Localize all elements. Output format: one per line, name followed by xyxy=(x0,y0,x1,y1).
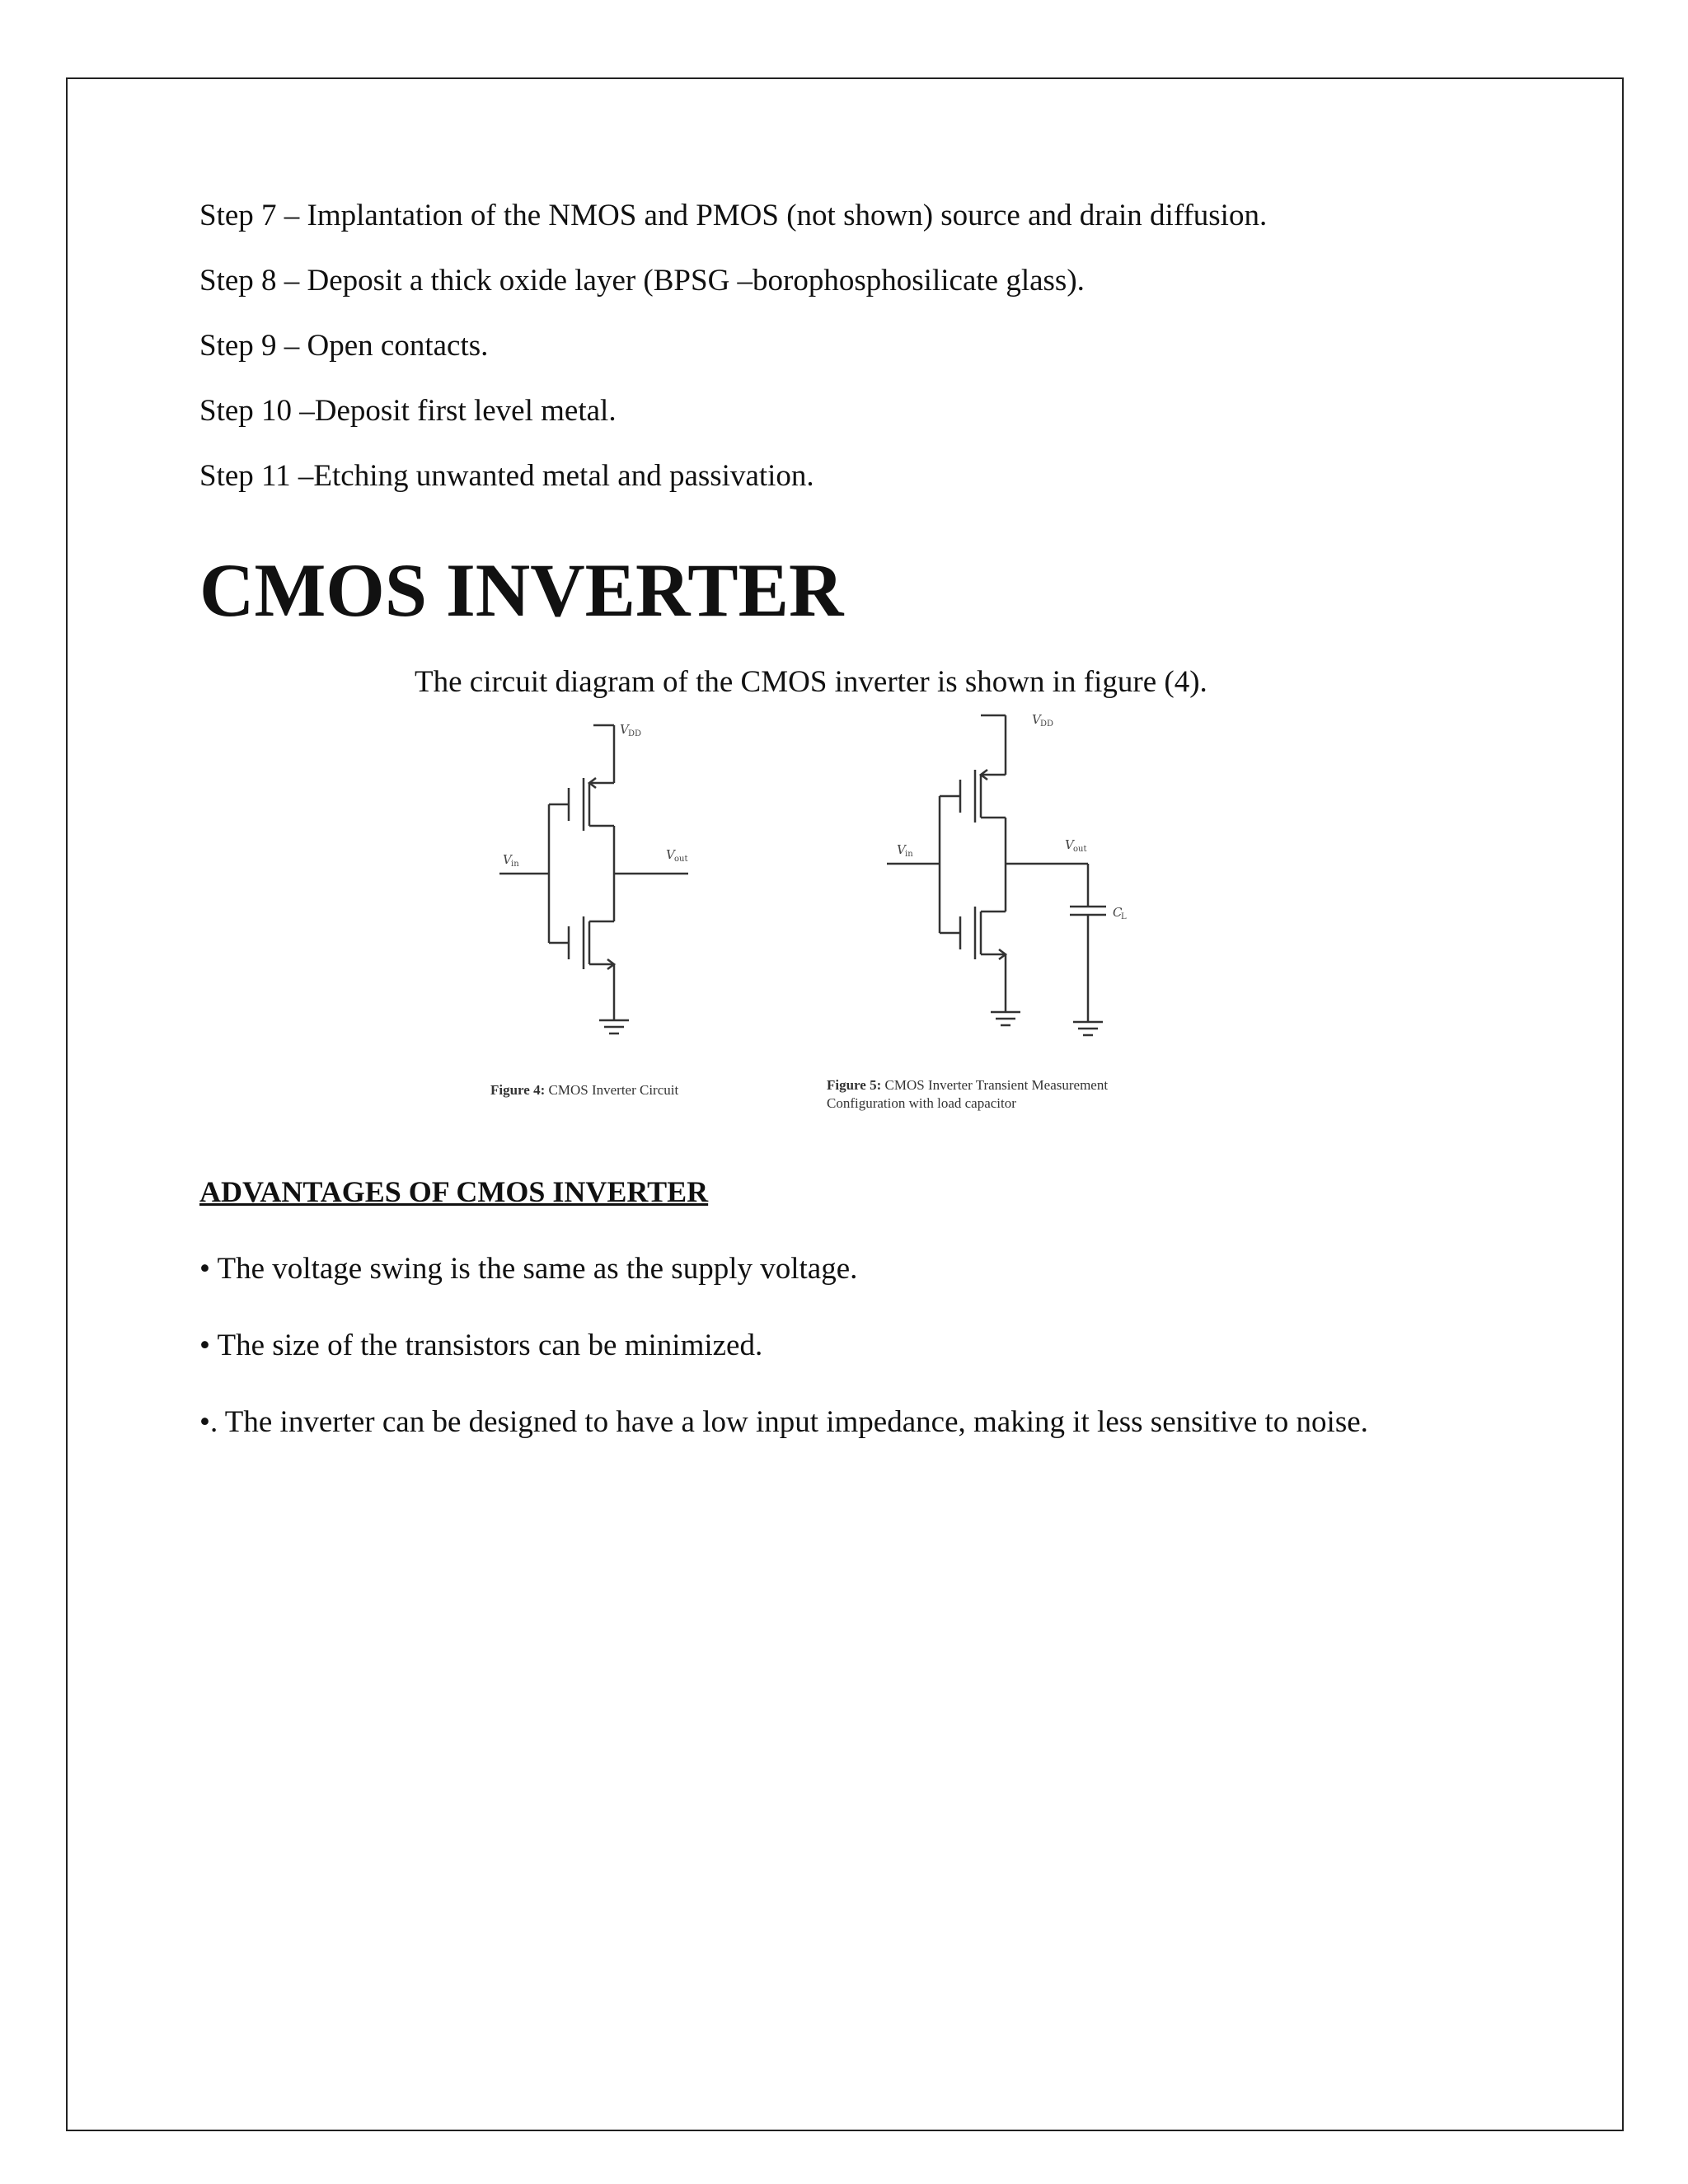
fig4-vin-sub: in xyxy=(511,860,519,869)
fig4-vout-label: V xyxy=(666,847,675,862)
advantage-item-3: •. The inverter can be designed to have a low input impedance, making it less sensitive to noise. xyxy=(199,1405,1368,1439)
step-7: Step 7 – Implantation of the NMOS and PMOS (not shown) source and drain diffusion. xyxy=(199,199,1268,232)
fig5-cl-sub: L xyxy=(1121,912,1127,921)
section-title: CMOS INVERTER xyxy=(199,548,844,632)
step-10: Step 10 –Deposit first level metal. xyxy=(199,394,617,428)
fig5-vout-label: V xyxy=(1065,837,1074,852)
figure-4-caption-text: CMOS Inverter Circuit xyxy=(548,1082,679,1098)
advantage-item-2: • The size of the transistors can be minimized. xyxy=(199,1329,763,1362)
step-9: Step 9 – Open contacts. xyxy=(199,329,489,363)
fig5-vdd-label: V xyxy=(1032,712,1041,727)
fig4-vdd-sub: DD xyxy=(628,729,642,738)
figure-4-caption xyxy=(490,1081,678,1099)
figure-5-caption-line1: CMOS Inverter Transient Measurement xyxy=(884,1077,1109,1093)
figure-5-caption xyxy=(827,1076,1108,1113)
fig5-vout-sub: out xyxy=(1073,845,1087,854)
figure-5-circuit xyxy=(882,701,1154,1047)
intro-text: The circuit diagram of the CMOS inverter is shown in figure (4). xyxy=(415,665,1207,699)
advantage-item-1: • The voltage swing is the same as the supply voltage. xyxy=(199,1252,858,1286)
figure-4-circuit xyxy=(486,709,717,1047)
fig4-vin-label: V xyxy=(503,852,512,867)
figure-5-caption-line2: Configuration with load capacitor xyxy=(827,1095,1016,1111)
step-11: Step 11 –Etching unwanted metal and passivation. xyxy=(199,459,814,493)
fig5-cl-label: C xyxy=(1113,905,1123,920)
step-8: Step 8 – Deposit a thick oxide layer (BPSG –borophosphosilicate glass). xyxy=(199,264,1085,298)
advantages-heading: ADVANTAGES OF CMOS INVERTER xyxy=(199,1175,709,1208)
fig5-vin-sub: in xyxy=(905,850,913,859)
fig5-vdd-sub: DD xyxy=(1040,719,1054,729)
figure-5-caption-label: Figure 5: xyxy=(827,1077,882,1093)
fig5-vin-label: V xyxy=(897,842,906,857)
fig4-vout-sub: out xyxy=(674,855,688,864)
fig4-vdd-label: V xyxy=(620,722,629,737)
figure-4-caption-label: Figure 4: xyxy=(490,1082,546,1098)
